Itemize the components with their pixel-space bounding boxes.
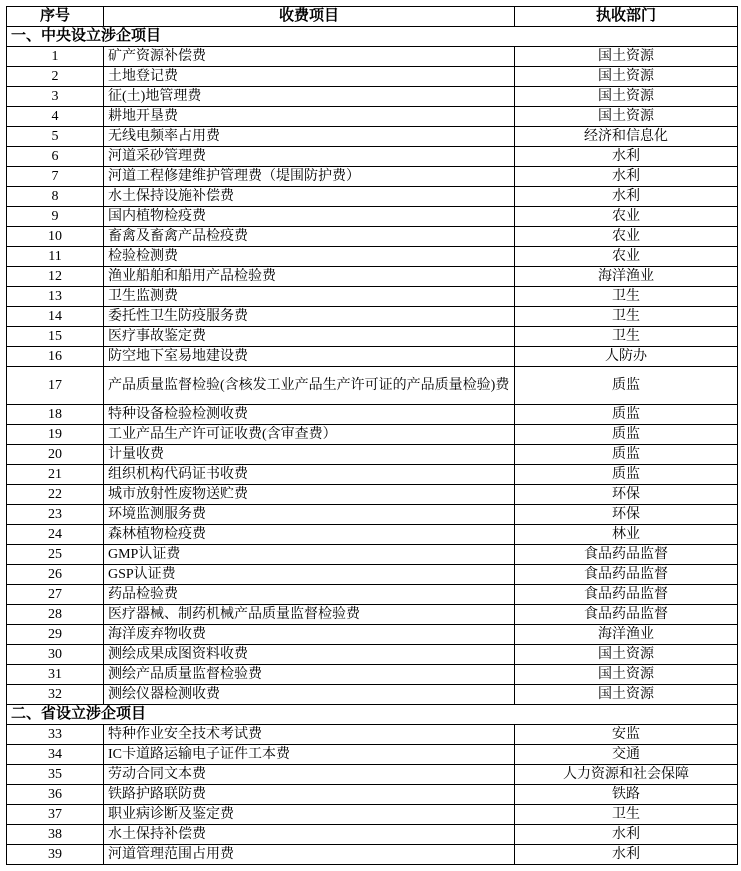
fee-item: 城市放射性废物送贮费 (104, 485, 515, 505)
collecting-dept: 水利 (515, 825, 738, 845)
collecting-dept: 人防办 (515, 347, 738, 367)
header-dept: 执收部门 (515, 7, 738, 27)
row-number: 38 (7, 825, 104, 845)
fee-item: 环境监测服务费 (104, 505, 515, 525)
table-row (7, 147, 738, 167)
table-row (7, 685, 738, 705)
collecting-dept: 农业 (515, 227, 738, 247)
row-number: 33 (7, 725, 104, 745)
fee-item: 征(土)地管理费 (104, 87, 515, 107)
row-number: 5 (7, 127, 104, 147)
fee-item: 工业产品生产许可证收费(含审查费） (104, 425, 515, 445)
table-row (7, 127, 738, 147)
collecting-dept: 质监 (515, 425, 738, 445)
table-row (7, 645, 738, 665)
collecting-dept: 农业 (515, 207, 738, 227)
table-body (7, 27, 738, 865)
fee-item: 河道采砂管理费 (104, 147, 515, 167)
collecting-dept: 国土资源 (515, 87, 738, 107)
collecting-dept: 食品药品监督 (515, 585, 738, 605)
table-row (7, 445, 738, 465)
table-row (7, 425, 738, 445)
row-number: 16 (7, 347, 104, 367)
row-number: 14 (7, 307, 104, 327)
fee-item: 渔业船舶和船用产品检验费 (104, 267, 515, 287)
collecting-dept: 国土资源 (515, 665, 738, 685)
collecting-dept: 国土资源 (515, 685, 738, 705)
fee-item: 铁路护路联防费 (104, 785, 515, 805)
table-row (7, 465, 738, 485)
collecting-dept: 质监 (515, 367, 738, 405)
row-number: 20 (7, 445, 104, 465)
row-number: 36 (7, 785, 104, 805)
collecting-dept: 水利 (515, 167, 738, 187)
table-row (7, 87, 738, 107)
row-number: 19 (7, 425, 104, 445)
row-number: 10 (7, 227, 104, 247)
fee-item: 耕地开垦费 (104, 107, 515, 127)
table-row (7, 67, 738, 87)
header-no: 序号 (7, 7, 104, 27)
table-row (7, 485, 738, 505)
table-row (7, 625, 738, 645)
table-row (7, 585, 738, 605)
section-title-central: 一、中央设立涉企项目 (7, 27, 738, 47)
table-row (7, 47, 738, 67)
collecting-dept: 食品药品监督 (515, 605, 738, 625)
collecting-dept: 国土资源 (515, 67, 738, 87)
table-row (7, 167, 738, 187)
table-row (7, 825, 738, 845)
table-row (7, 267, 738, 287)
row-number: 28 (7, 605, 104, 625)
collecting-dept: 国土资源 (515, 645, 738, 665)
fee-item: 特种作业安全技术考试费 (104, 725, 515, 745)
row-number: 35 (7, 765, 104, 785)
collecting-dept: 质监 (515, 405, 738, 425)
fee-item: 组织机构代码证书收费 (104, 465, 515, 485)
table-row (7, 665, 738, 685)
row-number: 27 (7, 585, 104, 605)
fee-item: IC卡道路运输电子证件工本费 (104, 745, 515, 765)
fee-item: 防空地下室易地建设费 (104, 347, 515, 367)
collecting-dept: 水利 (515, 845, 738, 865)
fee-table-sheet (6, 6, 738, 865)
collecting-dept: 交通 (515, 745, 738, 765)
table-row (7, 525, 738, 545)
table-row (7, 287, 738, 307)
row-number: 1 (7, 47, 104, 67)
fee-item: 水土保持补偿费 (104, 825, 515, 845)
row-number: 39 (7, 845, 104, 865)
fee-item: 海洋废弃物收费 (104, 625, 515, 645)
row-number: 26 (7, 565, 104, 585)
fee-item: 国内植物检疫费 (104, 207, 515, 227)
row-number: 25 (7, 545, 104, 565)
row-number: 3 (7, 87, 104, 107)
fee-item: 河道工程修建维护管理费（堤围防护费） (104, 167, 515, 187)
fee-item: 测绘成果成图资料收费 (104, 645, 515, 665)
fee-item: 检验检测费 (104, 247, 515, 267)
fee-item: 药品检验费 (104, 585, 515, 605)
row-number: 21 (7, 465, 104, 485)
collecting-dept: 质监 (515, 465, 738, 485)
row-number: 8 (7, 187, 104, 207)
fee-item: 医疗事故鉴定费 (104, 327, 515, 347)
collecting-dept: 海洋渔业 (515, 267, 738, 287)
row-number: 24 (7, 525, 104, 545)
collecting-dept: 环保 (515, 485, 738, 505)
table-row (7, 745, 738, 765)
fee-item: 测绘产品质量监督检验费 (104, 665, 515, 685)
collecting-dept: 林业 (515, 525, 738, 545)
collecting-dept: 卫生 (515, 307, 738, 327)
collecting-dept: 安监 (515, 725, 738, 745)
fee-item: 无线电频率占用费 (104, 127, 515, 147)
row-number: 22 (7, 485, 104, 505)
table-row (7, 307, 738, 327)
table-row (7, 367, 738, 405)
row-number: 30 (7, 645, 104, 665)
row-number: 17 (7, 367, 104, 405)
collecting-dept: 农业 (515, 247, 738, 267)
fee-item: 森林植物检疫费 (104, 525, 515, 545)
fee-item: GSP认证费 (104, 565, 515, 585)
table-row (7, 605, 738, 625)
row-number: 18 (7, 405, 104, 425)
row-number: 23 (7, 505, 104, 525)
collecting-dept: 环保 (515, 505, 738, 525)
collecting-dept: 国土资源 (515, 107, 738, 127)
row-number: 34 (7, 745, 104, 765)
table-row (7, 207, 738, 227)
table-row (7, 765, 738, 785)
fee-item: 土地登记费 (104, 67, 515, 87)
row-number: 32 (7, 685, 104, 705)
row-number: 31 (7, 665, 104, 685)
collecting-dept: 铁路 (515, 785, 738, 805)
header-item: 收费项目 (104, 7, 515, 27)
table-row (7, 347, 738, 367)
table-row (7, 187, 738, 207)
table-row (7, 227, 738, 247)
collecting-dept: 食品药品监督 (515, 565, 738, 585)
section-title-provincial: 二、省设立涉企项目 (7, 705, 738, 725)
row-number: 9 (7, 207, 104, 227)
fee-item: 特种设备检验检测收费 (104, 405, 515, 425)
fee-table (6, 6, 738, 865)
fee-item: 测绘仪器检测收费 (104, 685, 515, 705)
table-row (7, 565, 738, 585)
collecting-dept: 食品药品监督 (515, 545, 738, 565)
header-row (7, 7, 738, 27)
row-number: 2 (7, 67, 104, 87)
collecting-dept: 水利 (515, 187, 738, 207)
fee-item: 委托性卫生防疫服务费 (104, 307, 515, 327)
fee-item: 水土保持设施补偿费 (104, 187, 515, 207)
table-row (7, 247, 738, 267)
fee-item: 矿产资源补偿费 (104, 47, 515, 67)
collecting-dept: 人力资源和社会保障 (515, 765, 738, 785)
row-number: 4 (7, 107, 104, 127)
table-row (7, 785, 738, 805)
table-row (7, 545, 738, 565)
section-row-provincial (7, 705, 738, 725)
row-number: 13 (7, 287, 104, 307)
table-row (7, 505, 738, 525)
collecting-dept: 卫生 (515, 287, 738, 307)
row-number: 7 (7, 167, 104, 187)
collecting-dept: 卫生 (515, 327, 738, 347)
collecting-dept: 卫生 (515, 805, 738, 825)
row-number: 6 (7, 147, 104, 167)
fee-item: 河道管理范围占用费 (104, 845, 515, 865)
fee-item: 产品质量监督检验(含核发工业产品生产许可证的产品质量检验)费 (104, 367, 515, 405)
row-number: 12 (7, 267, 104, 287)
collecting-dept: 经济和信息化 (515, 127, 738, 147)
fee-item: 畜禽及畜禽产品检疫费 (104, 227, 515, 247)
fee-item: GMP认证费 (104, 545, 515, 565)
fee-item: 计量收费 (104, 445, 515, 465)
table-row (7, 405, 738, 425)
fee-item: 医疗器械、制药机械产品质量监督检验费 (104, 605, 515, 625)
table-row (7, 845, 738, 865)
fee-item: 劳动合同文本费 (104, 765, 515, 785)
collecting-dept: 质监 (515, 445, 738, 465)
collecting-dept: 水利 (515, 147, 738, 167)
fee-item: 卫生监测费 (104, 287, 515, 307)
row-number: 15 (7, 327, 104, 347)
fee-item: 职业病诊断及鉴定费 (104, 805, 515, 825)
table-row (7, 725, 738, 745)
row-number: 29 (7, 625, 104, 645)
collecting-dept: 国土资源 (515, 47, 738, 67)
row-number: 11 (7, 247, 104, 267)
table-row (7, 107, 738, 127)
collecting-dept: 海洋渔业 (515, 625, 738, 645)
row-number: 37 (7, 805, 104, 825)
table-row (7, 805, 738, 825)
table-row (7, 327, 738, 347)
section-row-central (7, 27, 738, 47)
